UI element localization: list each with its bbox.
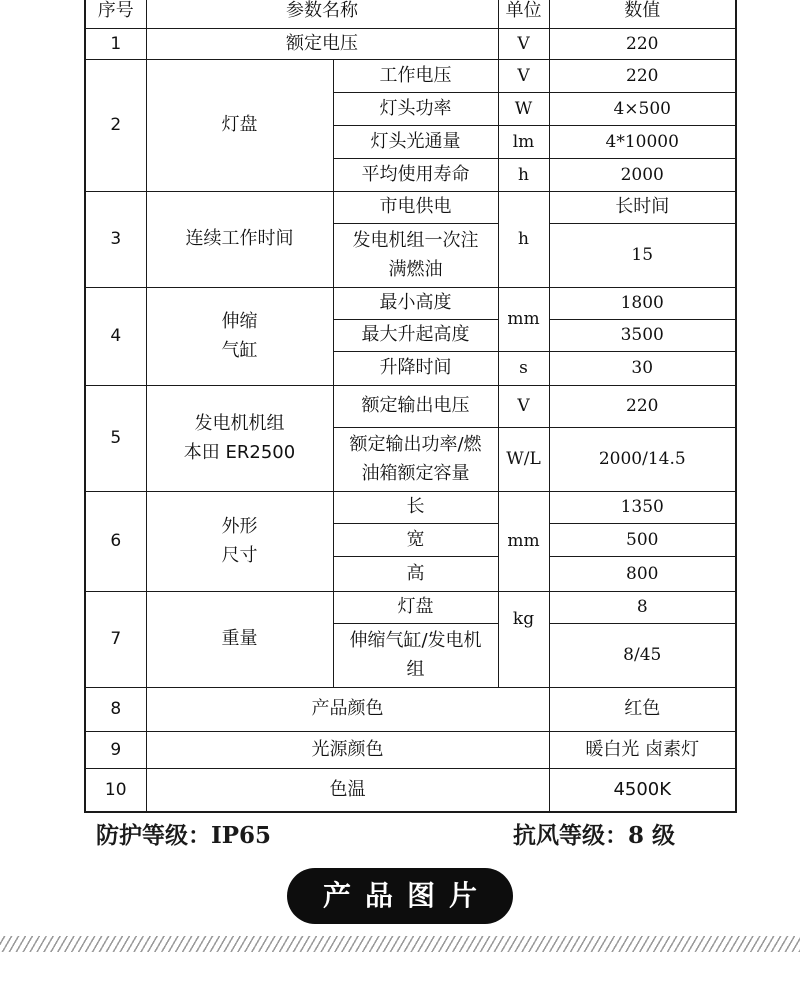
param-name: 额定电压 xyxy=(146,28,498,59)
value-cell: 220 xyxy=(549,28,736,59)
value-cell: 2000 xyxy=(549,158,736,191)
unit-cell: mm xyxy=(498,287,549,351)
sub-param-name: 平均使用寿命 xyxy=(333,158,498,191)
sub-param-name: 工作电压 xyxy=(333,59,498,92)
unit-cell: V xyxy=(498,385,549,427)
row-seq: 5 xyxy=(85,385,146,491)
sub-param-name-line2: 油箱额定容量 xyxy=(361,463,470,484)
group-name-line2: 本田 ER2500 xyxy=(183,442,296,463)
row-seq: 4 xyxy=(85,287,146,385)
sub-param-name: 宽 xyxy=(333,523,498,556)
sub-param-name: 最小高度 xyxy=(333,287,498,319)
row-seq: 7 xyxy=(85,591,146,687)
group-name xyxy=(146,491,333,591)
param-name: 光源颜色 xyxy=(146,731,549,768)
table-row xyxy=(85,687,736,731)
unit-cell: W/L xyxy=(498,427,549,491)
unit-cell: lm xyxy=(498,125,549,158)
unit-cell: mm xyxy=(498,491,549,591)
row-seq: 1 xyxy=(85,28,146,59)
unit-cell: V xyxy=(498,59,549,92)
value-cell: 15 xyxy=(549,223,736,287)
sub-param-name: 长 xyxy=(333,491,498,523)
section-title-product-images: 产品图片 xyxy=(287,868,513,924)
group-name-line1: 发电机机组 xyxy=(194,413,285,434)
row-seq: 10 xyxy=(85,768,146,812)
group-name-line2: 气缸 xyxy=(221,340,258,361)
unit-cell: W xyxy=(498,92,549,125)
unit-cell: h xyxy=(498,158,549,191)
sub-param-name xyxy=(333,427,498,491)
header-seq: 序号 xyxy=(85,0,146,28)
sub-param-name: 市电供电 xyxy=(333,191,498,223)
table-row xyxy=(85,191,736,223)
sub-param-name: 升降时间 xyxy=(333,351,498,385)
spec-table xyxy=(84,0,737,813)
unit-cell: kg xyxy=(498,591,549,687)
value-cell: 4*10000 xyxy=(549,125,736,158)
row-seq: 9 xyxy=(85,731,146,768)
sub-param-name: 额定输出电压 xyxy=(333,385,498,427)
wind-rating: 抗风等级：8 级 xyxy=(513,822,676,849)
group-name: 灯盘 xyxy=(146,59,333,191)
group-name: 连续工作时间 xyxy=(146,191,333,287)
sub-param-name: 灯头功率 xyxy=(333,92,498,125)
row-seq: 6 xyxy=(85,491,146,591)
sub-param-name-line1: 额定输出功率/燃 xyxy=(349,434,482,455)
sub-param-name-line1: 发电机组一次注 xyxy=(352,230,479,251)
unit-cell: h xyxy=(498,191,549,287)
value-cell: 500 xyxy=(549,523,736,556)
group-name-line1: 伸缩 xyxy=(221,311,258,332)
unit-cell: s xyxy=(498,351,549,385)
value-cell: 4×500 xyxy=(549,92,736,125)
param-name: 色温 xyxy=(146,768,549,812)
value-cell: 1350 xyxy=(549,491,736,523)
table-row xyxy=(85,591,736,623)
header-unit: 单位 xyxy=(498,0,549,28)
sub-param-name: 灯盘 xyxy=(333,591,498,623)
group-name-line1: 外形 xyxy=(221,516,258,537)
sub-param-name-line2: 满燃油 xyxy=(388,259,443,280)
header-value: 数值 xyxy=(549,0,736,28)
table-header-row xyxy=(85,0,736,28)
group-name xyxy=(146,385,333,491)
value-cell: 800 xyxy=(549,556,736,591)
sub-param-name-line2: 组 xyxy=(406,659,425,680)
row-seq: 2 xyxy=(85,59,146,191)
table-row xyxy=(85,28,736,59)
table-row xyxy=(85,59,736,92)
value-cell: 红色 xyxy=(549,687,736,731)
unit-cell: V xyxy=(498,28,549,59)
param-name: 产品颜色 xyxy=(146,687,549,731)
value-cell: 8 xyxy=(549,591,736,623)
value-cell: 1800 xyxy=(549,287,736,319)
value-cell: 长时间 xyxy=(549,191,736,223)
sub-param-name: 最大升起高度 xyxy=(333,319,498,351)
table-row xyxy=(85,287,736,319)
table-row xyxy=(85,731,736,768)
header-param-name: 参数名称 xyxy=(146,0,498,28)
value-cell: 8/45 xyxy=(549,623,736,687)
group-name xyxy=(146,287,333,385)
sub-param-name-line1: 伸缩气缸/发电机 xyxy=(349,630,482,651)
value-cell: 3500 xyxy=(549,319,736,351)
sub-param-name xyxy=(333,223,498,287)
group-name: 重量 xyxy=(146,591,333,687)
table-row xyxy=(85,491,736,523)
value-cell: 30 xyxy=(549,351,736,385)
table-row xyxy=(85,385,736,427)
group-name-line2: 尺寸 xyxy=(221,545,258,566)
value-cell: 暖白光 卤素灯 xyxy=(549,731,736,768)
value-cell: 2000/14.5 xyxy=(549,427,736,491)
table-row xyxy=(85,768,736,812)
sub-param-name xyxy=(333,623,498,687)
value-cell: 4500K xyxy=(549,768,736,812)
sub-param-name: 灯头光通量 xyxy=(333,125,498,158)
hatched-divider xyxy=(0,936,800,952)
value-cell: 220 xyxy=(549,59,736,92)
row-seq: 3 xyxy=(85,191,146,287)
sub-param-name: 高 xyxy=(333,556,498,591)
value-cell: 220 xyxy=(549,385,736,427)
protection-rating: 防护等级：IP65 xyxy=(96,822,272,849)
row-seq: 8 xyxy=(85,687,146,731)
